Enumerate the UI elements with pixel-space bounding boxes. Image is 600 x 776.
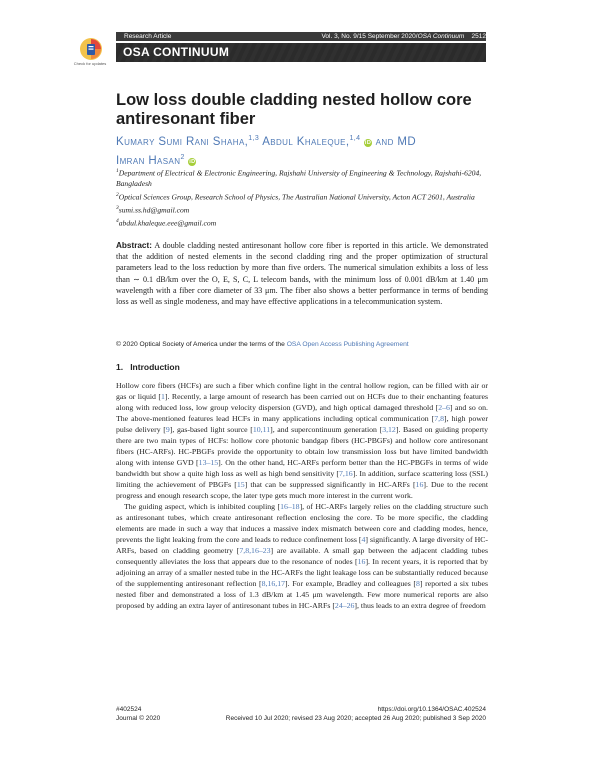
doi-link[interactable]: https://doi.org/10.1364/OSAC.402524	[377, 706, 486, 713]
author-affil-sup: 1,4	[349, 135, 361, 142]
author-list	[116, 131, 486, 169]
affiliation-item	[116, 190, 496, 203]
article-type: Research Article	[124, 33, 172, 40]
paragraph	[116, 501, 488, 611]
citation-link[interactable]: 16–18	[280, 502, 300, 511]
orcid-icon[interactable]: iD	[189, 158, 196, 165]
paragraph-text: ]. Recently, a large amount of research has been carried out on HCFs due to their enchanting features along with reduced loss, low group velocity dispersion (GVD), and high optical damaged threshold [	[116, 392, 488, 412]
affiliations	[116, 166, 496, 229]
section-number: 1.	[116, 362, 124, 372]
introduction-body	[116, 380, 488, 611]
footer-right	[226, 705, 486, 723]
citation-link[interactable]: 15	[236, 480, 245, 489]
citation-link[interactable]: 7,8	[434, 414, 445, 423]
abstract	[116, 240, 488, 307]
paragraph-text: ]. Based on guiding property there are two main types of HCFs: hollow core photonic bandgap fibers (HC-PBGFs) and hollow core antiresonant fibers (HC-ARFs). HC-PBGFs provide the opportunity to obtain low transmission loss but have limited bandwidth along with intense GVD [	[116, 425, 489, 467]
article-title: Low loss double cladding nested hollow core antiresonant fiber	[116, 91, 472, 128]
citation-link[interactable]: 7,16	[339, 469, 353, 478]
author-conjunction: and MD	[375, 135, 417, 148]
volume-journal: OSA Continuum	[417, 33, 465, 40]
paragraph-text: ]. Due to the recent progress and enough research scope, the later type gets much more interest in the current work.	[116, 480, 488, 500]
affiliation-sup: 4	[116, 217, 119, 224]
paragraph-text: ]. For example, Bradley and colleagues [	[285, 579, 416, 588]
check-for-updates-label[interactable]: Check for updates	[73, 61, 107, 66]
journal-copyright: Journal © 2020	[116, 715, 161, 722]
affiliation-item	[116, 203, 496, 216]
paragraph-text: ] are available. A small gap between the adjacent cladding tubes consequently alleviates the loss that appears due to the resonance of nodes [	[116, 546, 488, 566]
section-title: Introduction	[130, 362, 180, 372]
section-heading	[116, 362, 180, 373]
orcid-icon[interactable]: iD	[364, 139, 372, 146]
paragraph-text: ], gas-based light source [	[169, 425, 253, 434]
affiliation-text: Optical Sciences Group, Research School of Physics, The Australian National University, Acton ACT 2601, Australia	[118, 192, 475, 202]
affiliation-text: Department of Electrical & Electronic Engineering, Rajshahi University of Engineering & Technology, Rajshahi-6204, Bangladesh	[116, 168, 482, 189]
page-number: 2512	[471, 33, 486, 40]
affiliation-sup: 3	[116, 204, 119, 211]
paragraph-text: Hollow core fibers (HCFs) are such a fiber which confine light in the central hollow region, can be filled with air or gas or liquid [	[116, 381, 488, 401]
citation-link[interactable]: 10,11	[252, 425, 271, 434]
citation-link[interactable]: 24–26	[334, 601, 355, 610]
citation-link[interactable]: 9	[165, 425, 170, 434]
affiliation-item	[116, 216, 496, 229]
paragraph-text: ], of HC-ARFs largely relies on the cladding structure such as antiresonant tubes, which create antiresonant reflection enclosing the core. To be more specific, the cladding elements are made in such a way that induces a massive index mismatch between core and cladding modes, hence, prevents the light leaking from the core and leads to reduce confinement loss [	[116, 502, 488, 544]
copyright-text: © 2020 Optical Society of America under the terms of the	[116, 341, 287, 348]
paragraph-text: ]. In recent years, it is reported that by adjoining an array of a smaller nested tube in the HC-ARFs the light leakage loss can be substantially reduced because of the supplementing antiresonant reflection [	[116, 557, 488, 588]
paragraph-text: ] reported a six tubes nested fiber and demonstrated a loss of 1.3 dB/km at 1.45 μm wavelength. Few more numerical reports are also proposed by adding an extra layer of antiresonant tubes in HC-ARFs [	[116, 579, 489, 610]
email-link[interactable]: abdul.khaleque.eee@gmail.com	[118, 218, 217, 228]
citation-link[interactable]: 1	[161, 392, 165, 401]
citation-link[interactable]: 8	[416, 579, 420, 588]
author-name[interactable]: Kumary Sumi Rani Shaha,	[116, 135, 249, 148]
copyright-notice	[116, 340, 488, 349]
email-link[interactable]: sumi.ss.hd@gmail.com	[118, 205, 190, 215]
citation-link[interactable]: 7,8,16–23	[239, 546, 271, 555]
paragraph-text: ], high power pulse delivery [	[116, 414, 488, 434]
author-name[interactable]: Imran Hasan	[116, 154, 181, 167]
abstract-text: A double cladding nested antiresonant hollow core fiber is reported in this article. We demonstrated that the addition of nested elements in the second cladding ring and the proper optimization of structural parameters lead to the loss reduction by more than five orders. The numerical simulation exhibits a loss of less than ∼ 0.1 dB/km over the O, E, S, C, L telecom bands, with the minimum loss of 0.001 dB/km at 1.40 μm wavelength with a fiber core diameter of 33 μm. The fiber also shows a better performance in terms of bending loss as well as single modeness, and may have effective applications in a telecommunication system.	[116, 241, 489, 307]
paragraph-text: ] and so on. The above-mentioned features lead HCFs in many applications including optical communication [	[116, 403, 488, 423]
article-id: #402524	[116, 706, 142, 713]
paragraph	[116, 380, 488, 501]
footer-left	[116, 705, 160, 723]
journal-banner	[116, 43, 486, 62]
affiliation-sup: 1	[116, 168, 119, 174]
paragraph-text: ]. In addition, surface scattering loss (SSL) limiting the achievement of PBGFs [	[116, 469, 488, 489]
citation-link[interactable]: 8,16,17	[261, 579, 286, 588]
citation-link[interactable]: 13–15	[198, 458, 219, 467]
affiliation-item	[116, 166, 496, 190]
author-affil-sup: 2	[180, 153, 185, 161]
author-affil-sup: 1,3	[248, 135, 260, 142]
paragraph-text: ], and supercontinuum generation [	[270, 425, 383, 434]
abstract-label: Abstract:	[116, 241, 152, 250]
paragraph-text: The guiding aspect, which is inhibited coupling [	[124, 502, 281, 511]
publishing-agreement-link[interactable]: OSA Open Access Publishing Agreement	[286, 341, 409, 348]
citation-link[interactable]: 4	[361, 535, 366, 544]
affiliation-sup: 2	[116, 191, 119, 198]
volume-info	[321, 32, 486, 41]
paragraph-text: ] significantly. A large diversity of HC-ARFs, based on cladding geometry [	[116, 535, 488, 555]
volume-prefix: Vol. 3, No. 9/15 September 2020/	[321, 33, 418, 40]
author-name[interactable]: Abdul Khaleque,	[262, 135, 350, 148]
paragraph-text: ], thus leads to an extra degree of freedom	[354, 601, 486, 610]
paragraph-text: ]. On the other hand, HC-ARFs perform better than the HC-PBGFs in terms of wide bandwidth but show a quite high loss as well as high bend sensitivity [	[116, 458, 488, 478]
citation-link[interactable]: 2–6	[438, 403, 450, 412]
publication-dates: Received 10 Jul 2020; revised 23 Aug 2020; accepted 26 Aug 2020; published 3 Sep 2020	[225, 715, 486, 722]
citation-link[interactable]: 16	[357, 557, 366, 566]
paragraph-text: ] that can be suppressed significantly in HC-ARFs [	[244, 480, 416, 489]
citation-link[interactable]: 16	[415, 480, 424, 489]
journal-name: OSA CONTINUUM	[123, 45, 230, 59]
citation-link[interactable]: 3,12	[382, 425, 396, 434]
